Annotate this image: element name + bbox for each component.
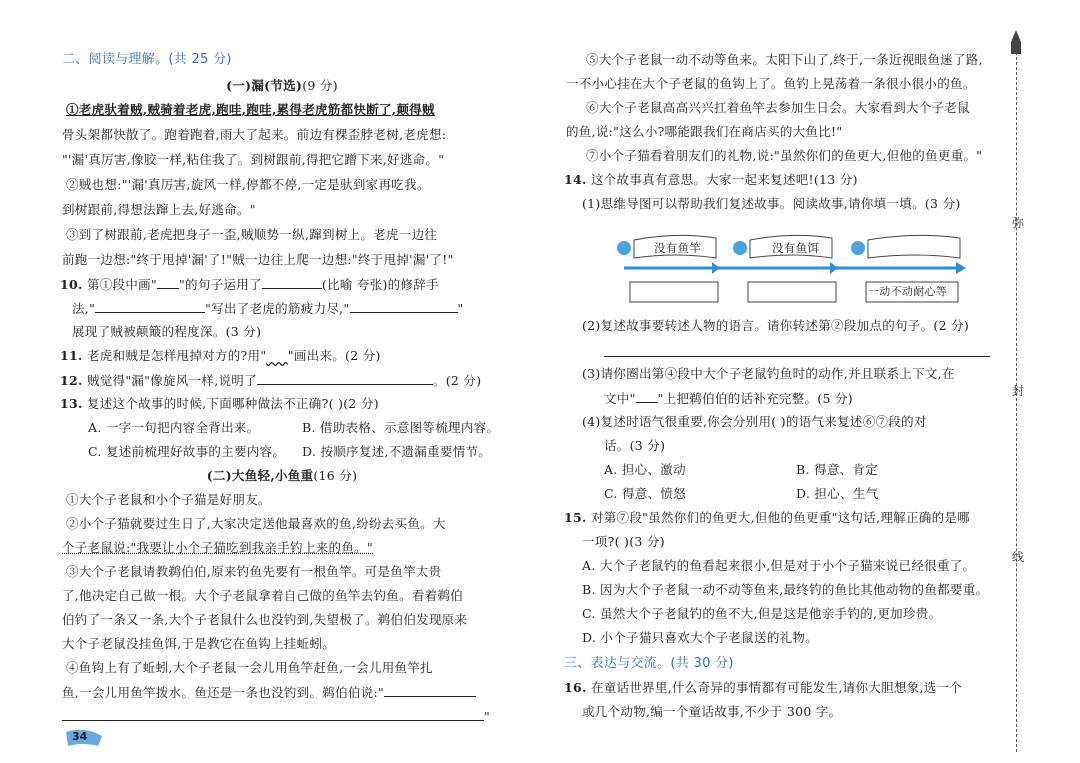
q14-4-option-d: D. 担心、生气 [796,486,879,501]
binding-cut-line [1016,52,1017,752]
p1-line-5: 到树跟前,得想法蹿上去,好逃命。" [62,202,256,217]
question-13 [60,396,379,412]
mind-map-flag-2: 没有鱼饵 [772,241,820,255]
q14-4-text-b: 话。(3 分) [604,438,666,453]
q13-option-d: D. 按顺序复述,不遗漏重要情节。 [302,444,492,459]
q10-blank-2[interactable] [262,276,322,289]
p2-blank-2[interactable] [62,708,484,721]
rocket-icon [1008,30,1024,60]
p2-blank-1[interactable] [384,684,476,697]
q10-blank-3[interactable] [95,300,205,313]
q13-option-a: A. 一字一句把内容全背出来。 [88,420,260,435]
page-number-badge [64,728,106,748]
q16-text: 在童话世界里,什么奇异的事情都有可能发生,请你大胆想象,选一个 [590,680,963,695]
p2-line-5: 了,他决定自己做一根。大个子老鼠拿着自己做的鱼竿去钓鱼。看着鹈伯 [62,588,464,603]
q15-text: 对第⑦段"虽然你们的鱼更大,但他的鱼更重"这句话,理解正确的是哪 [590,510,970,525]
passage-2-title-text: (二)大鱼轻,小鱼重 [206,468,314,483]
q10-text-a: 第①段中画" [86,277,157,292]
question-12 [60,372,481,389]
q14-3-text-b-b: "上把鹈伯伯的话补充完整。(5 分) [657,391,853,406]
q15-option-b: B. 因为大个子老鼠一动不动等鱼来,最终钓的鱼比其他动物的鱼都要重。 [582,582,989,597]
p2-line-1: ①大个子老鼠和小个子猫是好朋友。 [66,492,271,507]
p1-line-3: "'漏'真厉害,像胶一样,粘住我了。到树跟前,得把它蹭下来,好逃命。" [62,152,445,167]
q16-number: 16. [564,680,587,695]
q14-3-line-b [604,390,853,407]
mind-map-flag-1: 没有鱼竿 [654,241,702,255]
r-line-1: ⑤大个子老鼠一动不动等鱼来。太阳下山了,终于,一条近视眼鱼迷了路, [586,52,983,67]
passage-1-title-text: (一)漏(节选) [226,78,303,93]
p2-line-10 [62,708,490,725]
q11-text-b: "画出来。(2 分) [287,348,381,363]
p2-line-4: ③大个子老鼠请教鹈伯伯,原来钓鱼先要有一根鱼竿。可是鱼竿太贵 [66,564,442,579]
q10-text-f: " [457,301,464,316]
q14-2-answer-line[interactable] [604,356,990,357]
p2-line-8: ④鱼钩上有了蚯蚓,大个子老鼠一会儿用鱼竿赶鱼,一会儿用鱼竿扎 [66,660,433,675]
p2-line-2: ②小个子猫就要过生日了,大家决定送他最喜欢的鱼,纷纷去买鱼。大 [66,516,446,531]
q11-number: 11. [60,348,83,363]
wavy-line-icon [266,348,287,363]
question-10-line-2 [72,300,464,317]
q14-number: 14. [564,172,587,187]
q13-number: 13. [60,396,83,411]
p2-line-3: 个子老鼠说:"我要让小个子猫吃到我亲手钓上来的鱼。" [62,540,374,555]
q14-4-option-b: B. 得意、肯定 [796,462,879,477]
q10-blank-1[interactable] [157,276,179,289]
q14-1-text: (1)思维导图可以帮助我们复述故事。阅读故事,请你填一填。(3 分) [582,196,961,211]
section-3-heading: 三、表达与交流。(共 30 分) [564,656,734,671]
q10-text-d: 法," [72,301,96,316]
binding-char-mi: 弥 [1011,216,1024,230]
mind-map-box-3: 一动不动耐心等 [868,285,948,298]
q14-4-text-a: (4)复述时语气很重要,你会分别用( )的语气来复述⑥⑦段的对 [582,414,927,429]
q10-text-c: (比喻 夸张)的修辞手 [321,277,439,292]
q12-blank[interactable] [257,372,433,385]
p2-line-9 [62,684,476,701]
q10-text-b: "的句子运用了 [179,277,262,292]
q14-3-blank[interactable] [636,390,658,403]
q10-blank-4[interactable] [350,300,458,313]
q14-2-text: (2)复述故事要转述人物的语言。请你转述第②段加点的句子。(2 分) [582,318,970,333]
r-line-4: 的鱼,说:"这么小?哪能跟我们在商店买的大鱼比!" [566,124,843,139]
q16-text-b: 或几个动物,编一个童话故事,不少于 300 字。 [582,704,842,719]
binding-char-feng: 封 [1011,384,1024,398]
q15-option-d: D. 小个子猫只喜欢大个子老鼠送的礼物。 [582,630,819,645]
q12-number: 12. [60,373,83,388]
q14-4-option-a: A. 担心、激动 [604,462,686,477]
q15-option-a: A. 大个子老鼠钓的鱼看起来很小,但是对于小个子猫来说已经很重了。 [582,558,976,573]
q13-option-b: B. 借助表格、示意图等梳理内容。 [302,420,500,435]
q10-number: 10. [60,277,83,292]
p2-line-6: 伯钓了一条又一条,大个子老鼠什么也没钓到,失望极了。鹈伯伯发现原来 [62,612,468,627]
q15-number: 15. [564,510,587,525]
q12-text-a: 贼觉得"漏"像旋风一样,说明了 [86,373,257,388]
question-10 [60,276,439,293]
p1-line-2: 骨头架都快散了。跑着跑着,雨大了起来。前边有棵歪脖老树,老虎想: [62,127,447,142]
page-number: 34 [72,730,88,743]
question-14 [564,172,858,188]
r-line-2: 一不小心挂在大个子老鼠的鱼钩上了。鱼钓上晃荡着一条很小很小的鱼。 [566,76,976,91]
q15-text-b: 一项?( )(3 分) [582,534,665,549]
p1-line-7: 前跑一边想:"终于甩掉'漏'了!"贼一边往上爬一边想:"终于甩掉'漏'了!" [62,252,454,267]
mind-map [616,218,966,304]
passage-1-title [62,78,502,94]
q13-text: 复述这个故事的时候,下面哪种做法不正确?( )(2 分) [86,396,379,411]
q13-option-c: C. 复述前梳理好故事的主要内容。 [88,444,286,459]
r-line-3: ⑥大个子老鼠高高兴兴扛着鱼竿去参加生日会。大家看到大个子老鼠 [586,100,971,115]
p2-end-quote: " [484,709,491,724]
q14-3-text-a: (3)请你圈出第④段中大个子老鼠钓鱼时的动作,并且联系上下文,在 [582,366,955,381]
passage-1-score: (9 分) [302,78,338,93]
p2-line-7: 大个子老鼠没挂鱼饵,于是教它在鱼钩上挂蚯蚓。 [62,636,336,651]
q10-text-g: 展现了贼被颠簸的程度深。(3 分) [72,324,262,339]
binding-char-xian: 线 [1011,550,1024,564]
q12-text-b: 。(2 分) [432,373,482,388]
p2-line-9-text: 鱼,一会儿用鱼竿拨水。鱼还是一条也没钓到。鹈伯伯说:" [62,685,385,700]
question-11 [60,348,381,364]
passage-2-title [62,468,502,484]
q14-3-text-b-a: 文中" [604,391,636,406]
q14-text: 这个故事真有意思。大家一起来复述吧!(13 分) [590,172,858,187]
q10-text-e: "写出了老虎的筋疲力尽," [205,301,350,316]
question-15 [564,510,970,526]
passage-2-score: (16 分) [313,468,358,483]
r-line-5: ⑦小个子猫看着朋友们的礼物,说:"虽然你们的鱼更大,但他的鱼更重。" [586,148,983,163]
question-16 [564,680,962,696]
section-2-heading: 二、阅读与理解。(共 25 分) [62,52,232,67]
q11-text-a: 老虎和贼是怎样甩掉对方的?用" [86,348,267,363]
q14-4-option-c: C. 得意、愤怒 [604,486,686,501]
p1-line-6: ③到了树跟前,老虎把身子一歪,贼顺势一纵,蹿到树上。老虎一边往 [66,227,438,242]
p1-line-4: ②贼也想:"'漏'真厉害,旋风一样,停都不停,一定是驮到家再吃我。 [66,177,430,192]
q15-option-c: C. 虽然大个子老鼠钓的鱼不大,但是这是他亲手钓的,更加珍贵。 [582,606,942,621]
p1-line-1: ①老虎驮着贼,贼骑着老虎,跑哇,跑哇,累得老虎筋都快断了,颠得贼 [66,102,435,117]
